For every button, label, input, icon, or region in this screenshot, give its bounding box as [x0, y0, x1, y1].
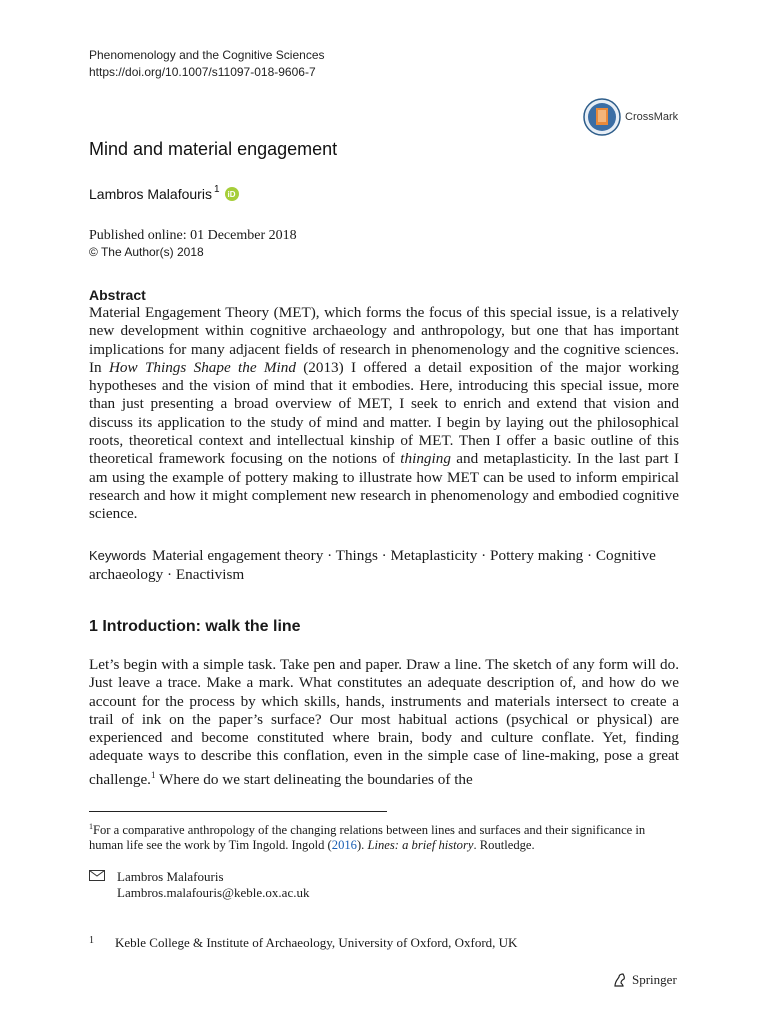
section-heading: 1 Introduction: walk the line [89, 618, 301, 635]
corresponding-author [89, 869, 309, 901]
publisher-name: Springer [632, 972, 677, 987]
affiliation-number: 1 [89, 935, 94, 946]
keywords-list: Material engagement theory · Things · Metaplasticity · Pottery making · Cognitive archaeology · Enactivism [89, 547, 656, 583]
contact-email[interactable]: Lambros.malafouris@keble.ox.ac.uk [117, 885, 310, 900]
crossmark-badge[interactable] [583, 98, 678, 136]
crossmark-icon [583, 98, 621, 136]
publication-info [89, 228, 297, 260]
published-date: Published online: 01 December 2018 [89, 228, 297, 243]
footnote-citation-link[interactable]: 2016 [331, 838, 357, 853]
journal-header [89, 47, 325, 81]
affiliation [89, 935, 517, 951]
publisher-logo [612, 972, 677, 988]
author-affiliation-mark: 1 [213, 183, 220, 195]
footnote-divider [89, 811, 387, 812]
doi-link[interactable]: https://doi.org/10.1007/s11097-018-9606-7 [89, 65, 316, 79]
affiliation-text: Keble College & Institute of Archaeology, University of Oxford, Oxford, UK [115, 935, 518, 950]
footnote-number: 1 [89, 822, 93, 831]
crossmark-label: CrossMark [625, 111, 679, 123]
introduction-paragraph [89, 656, 679, 789]
copyright-icon: © [89, 245, 101, 259]
copyright-line [89, 244, 297, 260]
author-line [89, 183, 239, 202]
footnote-ref[interactable]: 1 [150, 769, 156, 780]
author-name[interactable]: Lambros Malafouris [89, 186, 212, 202]
footnote-text-3: . Routledge. [473, 838, 535, 853]
article-title: Mind and material engagement [89, 139, 338, 159]
envelope-icon [89, 869, 105, 885]
contact-name: Lambros Malafouris [117, 869, 224, 884]
abstract-heading: Abstract [89, 287, 146, 303]
keywords-label: Keywords [89, 548, 147, 563]
intro-text-part-1: Let’s begin with a simple task. Take pen and paper. Draw a line. The sketch of any form will do. Just leave a trace. Make a mark. What constitutes an adequate description of, and how do we account for the process by which skills, hands, instruments and materials intersect to create a trail of ink on the paper’s surface? Our most habitual actions (psychical or physical) are experienced and become constituted where brain, body and culture conflate. Yet, finding adequate ways to describe this conflation, even in the simple case of line-making, pose a great challenge. [89, 656, 679, 788]
journal-name: Phenomenology and the Cognitive Sciences [89, 48, 325, 62]
intro-text-part-2: Where do we start delineating the boundaries of the [155, 770, 473, 788]
footnote [89, 819, 681, 853]
copyright-text: The Author(s) 2018 [100, 245, 204, 259]
footnote-book-title: Lines: a brief history [367, 838, 474, 853]
keywords [89, 546, 679, 584]
abstract-text [89, 304, 679, 524]
abstract-part-1: Material Engagement Theory (MET), which forms the focus of this special issue, is a relatively new development within cognitive archaeology and anthropology, but one that has important implications for many adjacent fields of research in phenomenology and the cognitive sciences. In [89, 304, 679, 376]
abstract-term: thinging [400, 450, 451, 468]
footnote-text-1: For a comparative anthropology of the changing relations between lines and surfaces and their significance in human life see the work by Tim Ingold. Ingold ( [89, 823, 646, 853]
abstract-part-3: and metaplasticity. In the last part I am using the example of pottery making to illustrate how MET can be used to inform empirical research and how it might complement new research in phenomenology and embodied cognitive science. [89, 450, 679, 523]
springer-horse-icon [612, 972, 628, 988]
footnote-text-2: ). [356, 838, 368, 853]
abstract-part-2: (2013) I offered a detail exposition of the major working hypotheses and the vision of mind that it embodies. Here, introducing this special issue, more than just presenting a broad overview of MET, I seek to enrich and extend that vision and discuss its application to the study of mind and matter. I begin by laying out the philosophical roots, theoretical context and intellectual kinship of MET. Then I offer a basic outline of this theoretical framework focusing on the notions of [89, 358, 680, 468]
orcid-icon[interactable]: iD [225, 187, 239, 201]
abstract-book-title: How Things Shape the Mind [108, 358, 296, 376]
